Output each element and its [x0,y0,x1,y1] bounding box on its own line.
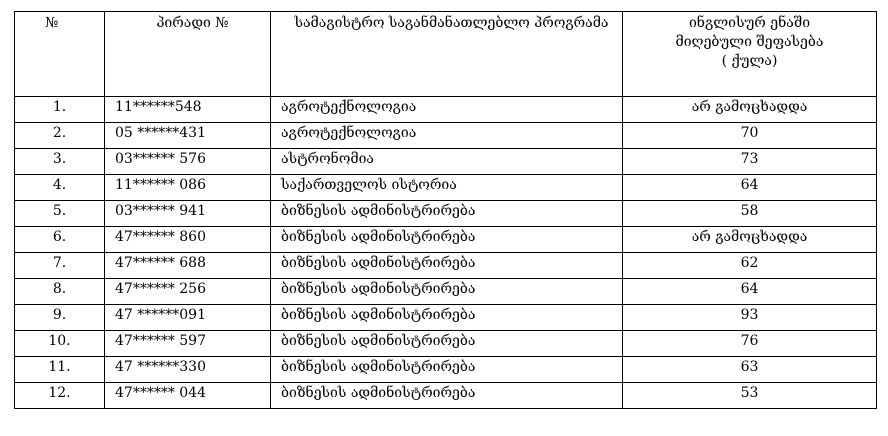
personal-number-cell: 11******548 [105,97,271,123]
score-cell: 76 [623,331,877,357]
score-cell: 70 [623,123,877,149]
row-number-cell: 6. [15,227,105,253]
personal-number-cell: 47****** 256 [105,279,271,305]
header-score [623,12,877,97]
table-row [15,149,877,175]
score-cell: 64 [623,175,877,201]
score-cell: 64 [623,279,877,305]
score-cell: არ გამოცხადდა [623,227,877,253]
row-number-cell: 7. [15,253,105,279]
table-row [15,227,877,253]
table-header [15,12,877,97]
program-cell: ბიზნესის ადმინისტრირება [271,253,623,279]
header-row [15,12,877,97]
table-row [15,279,877,305]
program-cell: საქართველოს ისტორია [271,175,623,201]
personal-number-cell: 47 ******330 [105,357,271,383]
row-number-cell: 12. [15,383,105,409]
header-personal-number: პირადი № [105,12,271,97]
table-row [15,97,877,123]
table-row [15,175,877,201]
table-row [15,305,877,331]
personal-number-cell: 47 ******091 [105,305,271,331]
table-row [15,383,877,409]
table-row [15,123,877,149]
personal-number-cell: 47****** 044 [105,383,271,409]
row-number-cell: 1. [15,97,105,123]
row-number-cell: 9. [15,305,105,331]
header-program: სამაგისტრო საგანმანათლებლო პროგრამა [271,12,623,97]
score-cell: 93 [623,305,877,331]
program-cell: ბიზნესის ადმინისტრირება [271,383,623,409]
program-cell: ასტრონომია [271,149,623,175]
score-cell: 73 [623,149,877,175]
table-body [15,97,877,409]
personal-number-cell: 47****** 688 [105,253,271,279]
row-number-cell: 10. [15,331,105,357]
program-cell: აგროტექნოლოგია [271,123,623,149]
program-cell: აგროტექნოლოგია [271,97,623,123]
row-number-cell: 4. [15,175,105,201]
table-row [15,357,877,383]
program-cell: ბიზნესის ადმინისტრირება [271,331,623,357]
program-cell: ბიზნესის ადმინისტრირება [271,201,623,227]
table-row [15,331,877,357]
personal-number-cell: 03****** 941 [105,201,271,227]
row-number-cell: 2. [15,123,105,149]
table-row [15,201,877,227]
personal-number-cell: 03****** 576 [105,149,271,175]
score-cell: 63 [623,357,877,383]
personal-number-cell: 11****** 086 [105,175,271,201]
personal-number-cell: 47****** 860 [105,227,271,253]
row-number-cell: 5. [15,201,105,227]
program-cell: ბიზნესის ადმინისტრირება [271,227,623,253]
score-cell: არ გამოცხადდა [623,97,877,123]
results-table [14,11,877,409]
table-row [15,253,877,279]
program-cell: ბიზნესის ადმინისტრირება [271,305,623,331]
personal-number-cell: 05 ******431 [105,123,271,149]
program-cell: ბიზნესის ადმინისტრირება [271,279,623,305]
header-score-line1: ინგლისურ ენაში [688,15,811,31]
score-cell: 58 [623,201,877,227]
row-number-cell: 3. [15,149,105,175]
header-score-line2: მიღებული შეფასება [675,34,824,50]
score-cell: 53 [623,383,877,409]
row-number-cell: 8. [15,279,105,305]
row-number-cell: 11. [15,357,105,383]
personal-number-cell: 47****** 597 [105,331,271,357]
score-cell: 62 [623,253,877,279]
header-number: № [15,12,105,97]
header-score-line3: ( ქულა) [721,53,778,69]
program-cell: ბიზნესის ადმინისტრირება [271,357,623,383]
